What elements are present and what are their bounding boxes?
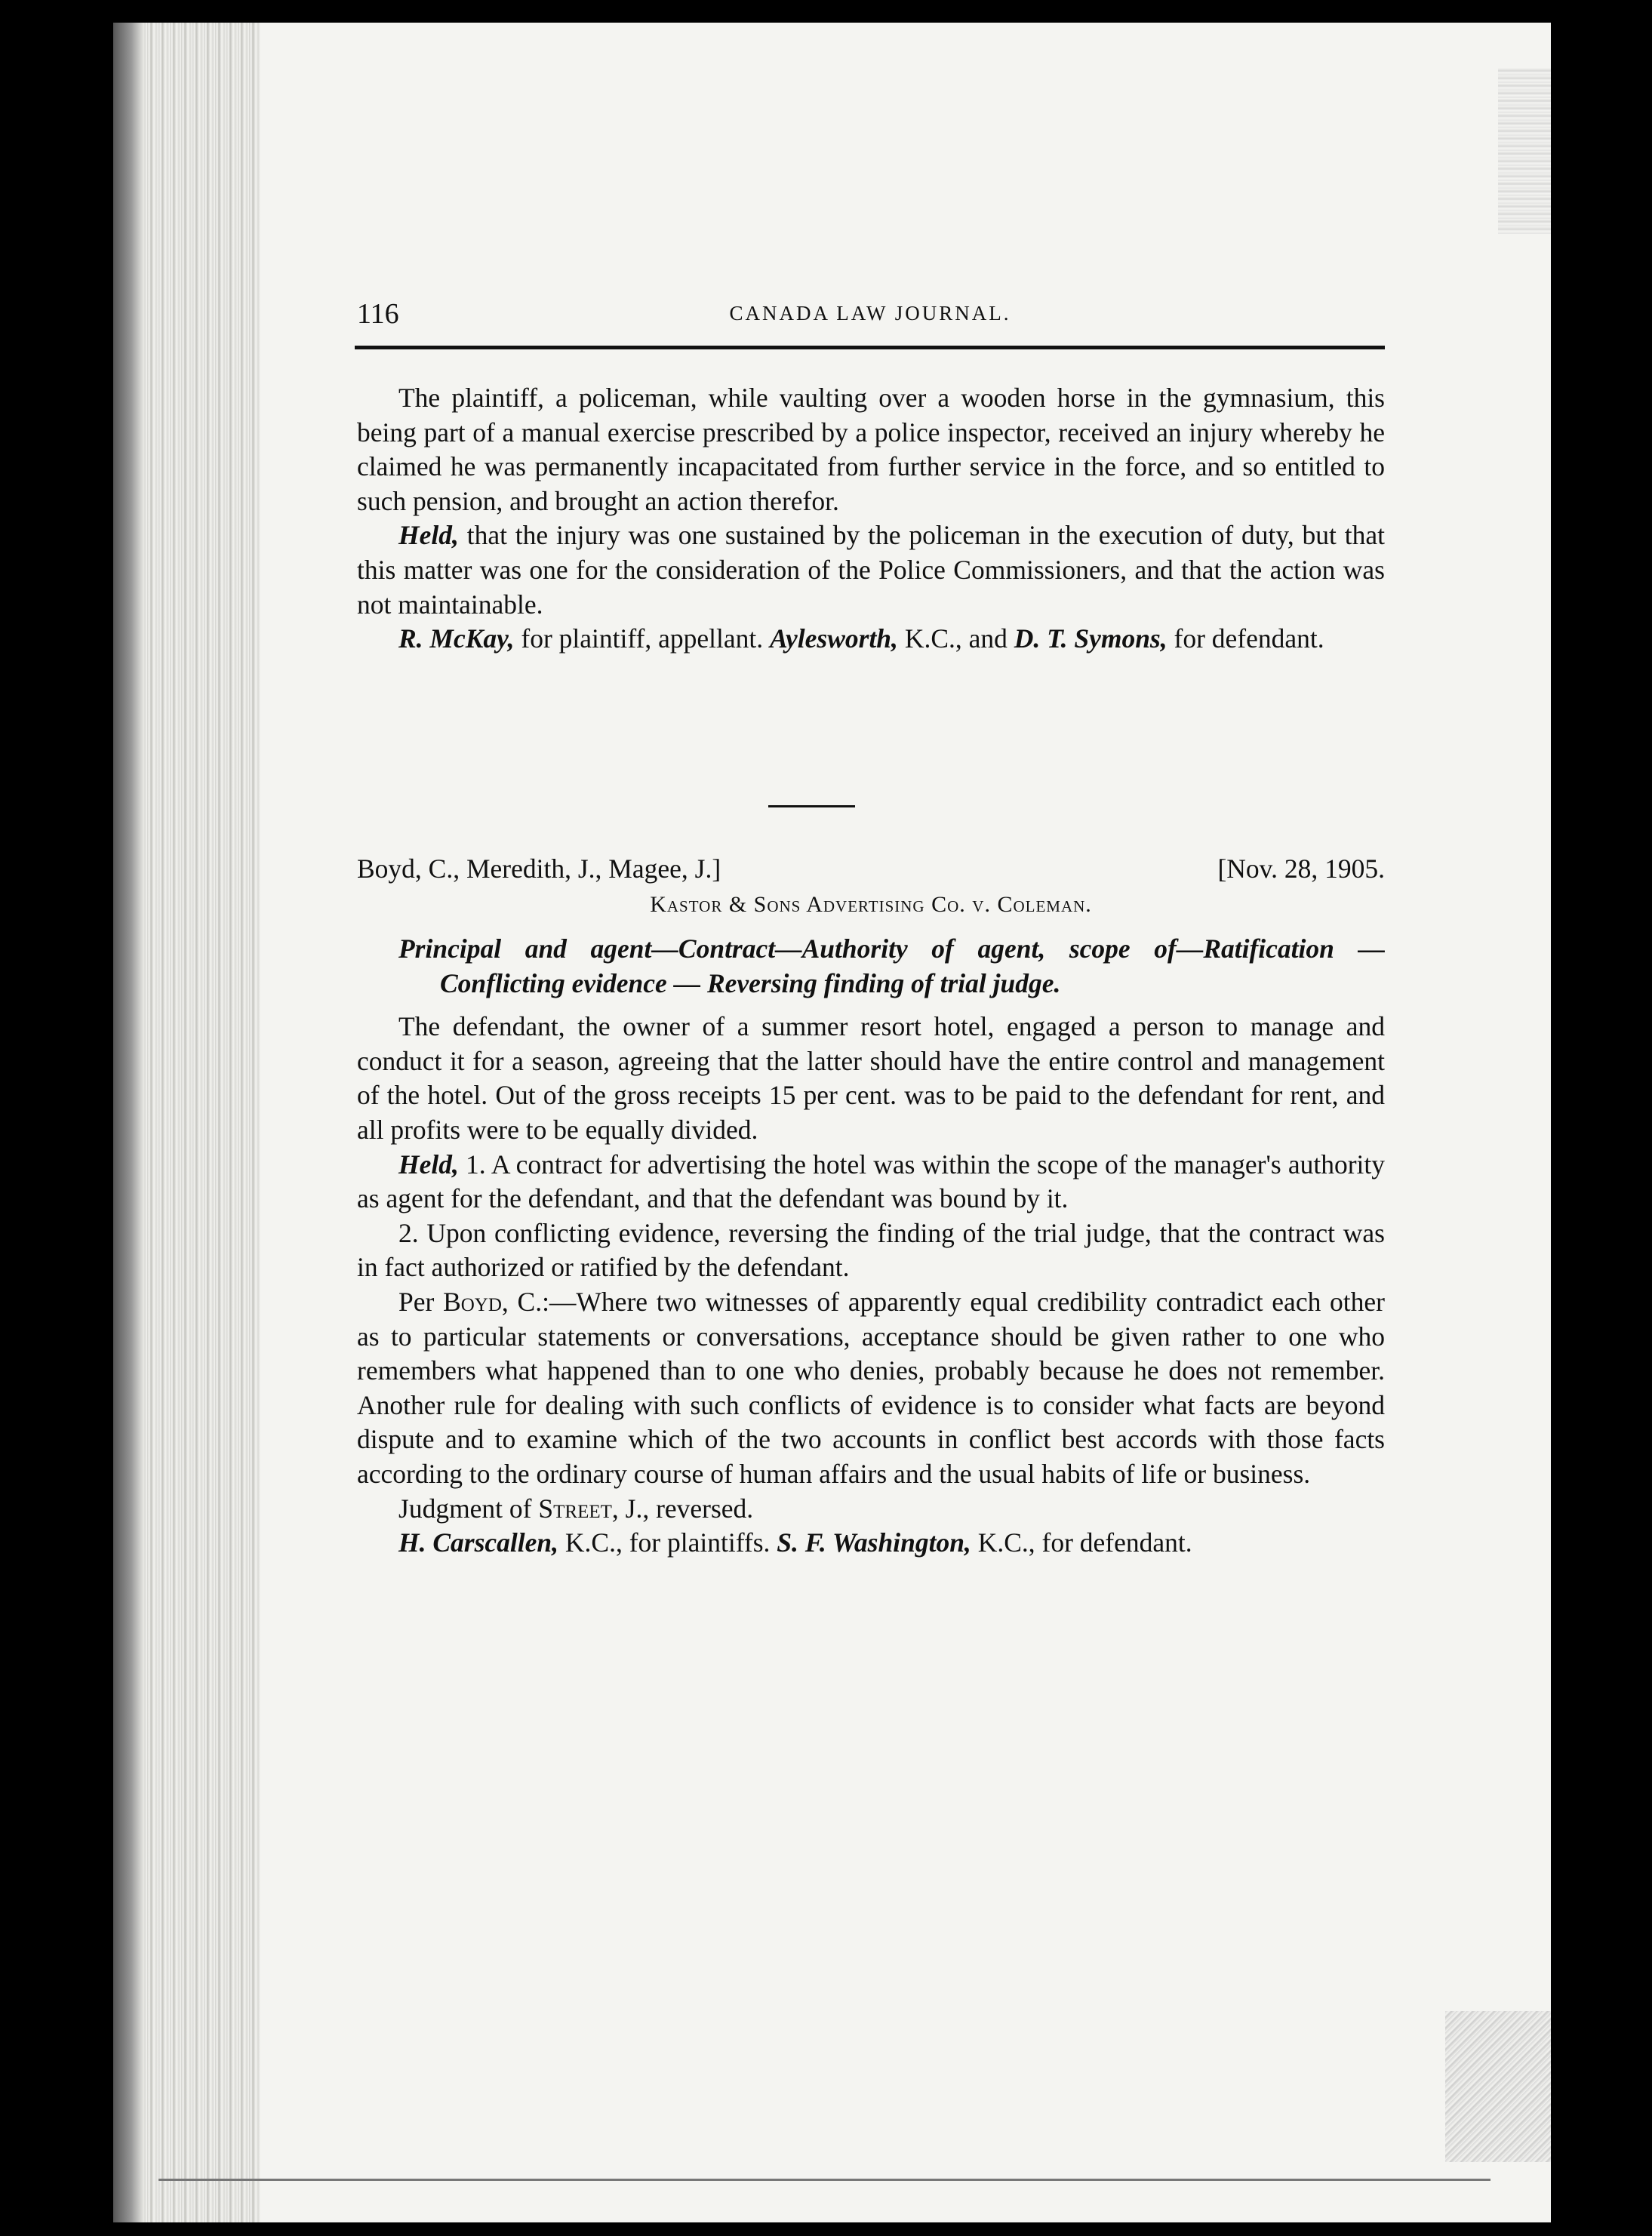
judgment-prefix: Judgment of (398, 1493, 539, 1524)
journal-title: CANADA LAW JOURNAL. (729, 302, 1011, 324)
counsel-name: R. McKay, (398, 623, 515, 654)
case2-held2: 2. Upon conflicting evidence, reversing the finding of the trial judge, that the contract was in fact authorized or ratified by the defendant. (357, 1217, 1385, 1283)
case1-facts: The plaintiff, a policeman, while vaulting over a wooden horse in the gymnasium, this being part of a manual exercise prescribed by a police inspector, received an injury whereby he claimed he was permanently incapacitated from further service in the force, and so entitled to such pension, and brought an action therefor. (357, 383, 1385, 516)
held-label: Held, (398, 1149, 459, 1180)
per-text: , C.:—Where two witnesses of apparently equal credibility contradict each other as to particular statements or conversations, acceptance should be given rather to one who remembers what happened than to one who denies, probably because he does not remember. Another rule for dealing with such conflicts of evidence is to consider what facts are beyond dispute and to examine which of the two accounts in conflict best accords with those facts according to the ordinary course of human affairs and the usual habits of life or business. (357, 1286, 1385, 1489)
decision-date: [Nov. 28, 1905. (1217, 853, 1385, 884)
judgment-suffix: , J., reversed. (611, 1493, 754, 1524)
scan-artifact-top (1498, 68, 1551, 234)
case2-facts: The defendant, the owner of a summer resort hotel, engaged a person to manage and conduct it for a season, agreeing that the latter should have the entire control and management of the hotel. Out of the gross receipts 15 per cent. was to be paid to the defendant for rent, and all profits were to be equally divided. (357, 1011, 1385, 1145)
headnote (357, 932, 1385, 1001)
page-number: 116 (357, 298, 399, 330)
counsel-name: S. F. Washington, (777, 1527, 971, 1558)
section-divider (768, 805, 855, 807)
case2-held1 (357, 1148, 1385, 1216)
counsel-text: K.C., and (897, 623, 1014, 654)
case1-body (357, 381, 1385, 657)
court-judges: Boyd, C., Meredith, J., Magee, J.] (357, 853, 721, 884)
counsel-text: for plaintiff, appellant. (514, 623, 770, 654)
per-prefix: Per (398, 1286, 444, 1317)
case2-counsel (357, 1526, 1385, 1561)
scan-artifact-bottom (1445, 2011, 1551, 2162)
case-title: Kastor & Sons Advertising Co. v. Coleman. (650, 892, 1092, 917)
held-text: that the injury was one sustained by the policeman in the execution of duty, but that this matter was one for the consideration of the Police Commissioners, and that the action was not maintainable. (357, 520, 1385, 620)
case2-per-boyd (357, 1285, 1385, 1492)
case2-judgment (357, 1492, 1385, 1527)
case2-body (357, 932, 1385, 1561)
counsel-text: K.C., for plaintiffs. (558, 1527, 777, 1558)
judge-name: Street (538, 1493, 612, 1524)
held-text: 1. A contract for advertising the hotel was within the scope of the manager's authority as agent for the defendant, and that the defendant was bound by it. (357, 1149, 1385, 1214)
case1-held (357, 518, 1385, 622)
counsel-name: D. T. Symons, (1014, 623, 1167, 654)
counsel-text: for defendant. (1167, 623, 1324, 654)
court-line (357, 853, 1385, 890)
headnote-text: Principal and agent—Contract—Authority of agent, scope of—Ratification — Conflicting evidence — Reversing finding of trial judge. (398, 933, 1385, 998)
counsel-name: Aylesworth, (769, 623, 898, 654)
running-header (357, 297, 1383, 343)
judge-name: Boyd (443, 1286, 502, 1317)
held-label: Held, (398, 520, 459, 551)
page-bottom-edge (158, 2179, 1490, 2181)
case1-counsel (357, 622, 1385, 657)
binding-shadow (113, 23, 143, 2222)
counsel-text: K.C., for defendant. (971, 1527, 1192, 1558)
counsel-name: H. Carscallen, (398, 1527, 559, 1558)
header-rule (355, 346, 1385, 349)
